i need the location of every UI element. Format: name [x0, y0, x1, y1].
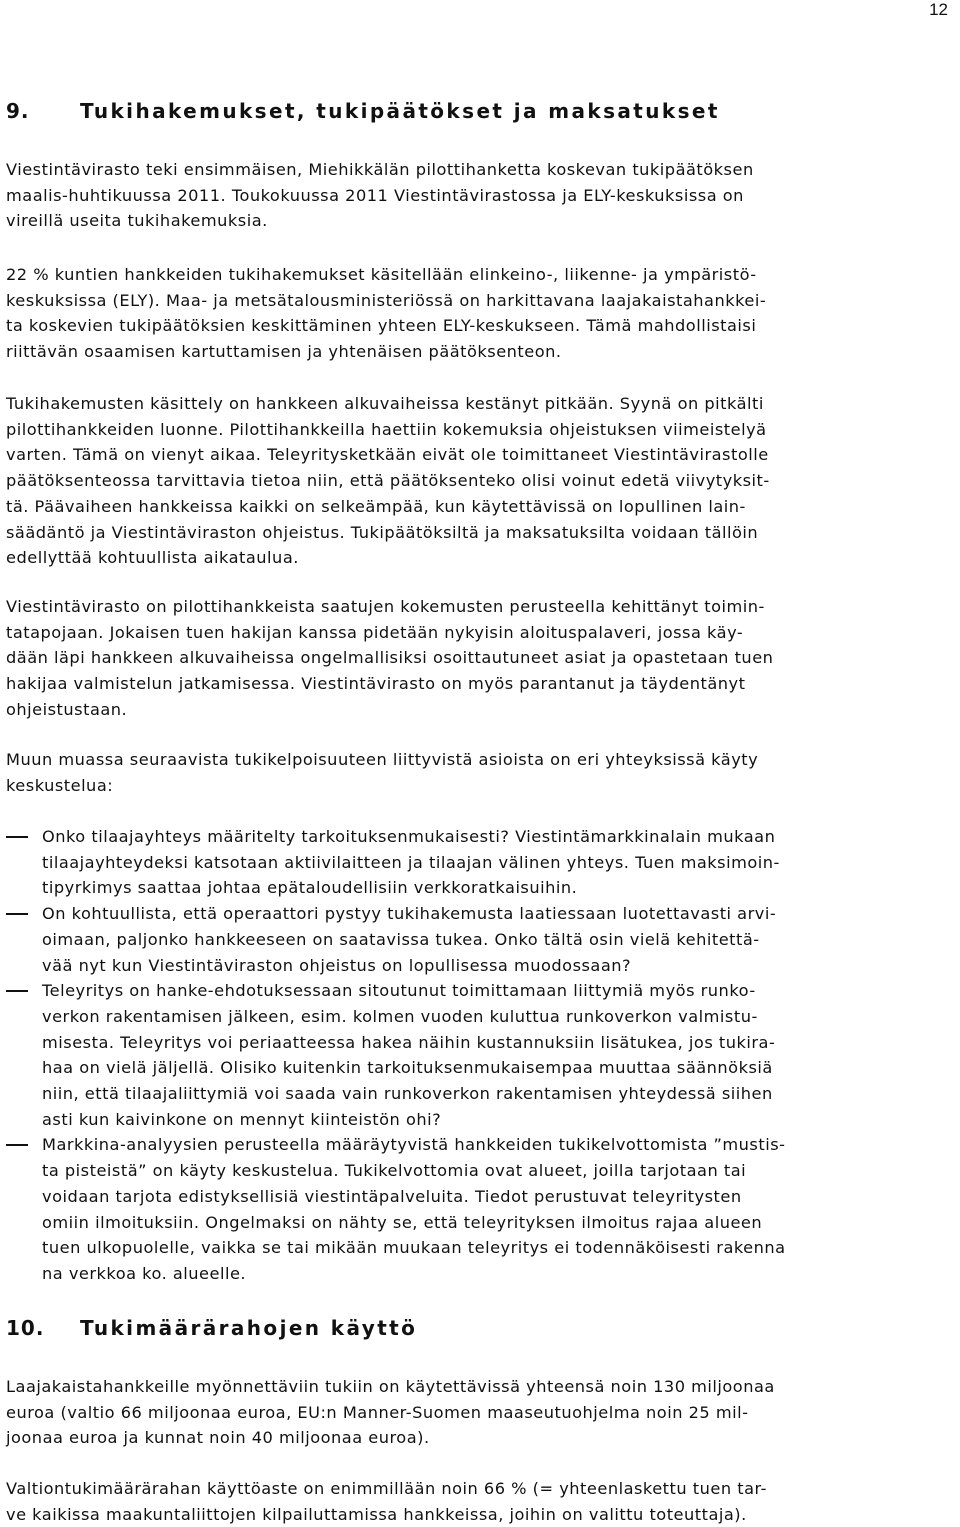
text-line: säädäntö ja Viestintäviraston ohjeistus. Tukipäätöksiltä ja maksatuksilta voidaan tällöin — [6, 522, 759, 542]
text-line: na verkkoa ko. alueelle. — [42, 1263, 247, 1283]
paragraph-4 — [6, 594, 773, 723]
text-line: ve kaikissa maakuntaliittojen kilpailuttamissa hankkeissa, joihin on valittu toteuttaja). — [6, 1504, 747, 1524]
section-9-heading — [6, 99, 720, 123]
text-line: Muun muassa seuraavista tukikelpoisuuteen liittyvistä asioista on eri yhteyksissä käyty — [6, 750, 759, 769]
text-line: päätöksenteossa tarvittavia tietoa niin, että päätöksenteko olisi voinut edetä viivytyksit- — [6, 471, 770, 491]
list-item-text — [42, 824, 952, 901]
text-line: niin, että tilaajaliittymiä voi saada vain runkoverkon rakentamisen yhteydessä siihen — [42, 1084, 773, 1104]
section-10-heading — [6, 1316, 417, 1340]
list-item — [6, 1132, 952, 1286]
list-item-text — [42, 1132, 952, 1286]
text-line: haa on vielä jäljellä. Olisiko kuitenkin tarkoituksenmukaisempaa muuttaa säännöksiä — [42, 1058, 773, 1078]
list-item — [6, 824, 952, 901]
text-line: vireillä useita tukihakemuksia. — [6, 211, 268, 231]
text-line: euroa (valtio 66 miljoonaa euroa, EU:n Manner-Suomen maaseutuohjelma noin 25 mil- — [6, 1402, 749, 1422]
text-line: ohjeistustaan. — [6, 699, 128, 719]
dash-bullet-icon — [6, 1144, 28, 1146]
text-line: tipyrkimys saattaa johtaa epätaloudellisiin verkkoratkaisuihin. — [42, 878, 578, 898]
dash-bullet-icon — [6, 990, 28, 992]
text-line: keskuksissa (ELY). Maa- ja metsätalousministeriössä on harkittavana laajakaistahankkei- — [6, 290, 767, 310]
text-line: misesta. Teleyritys voi periaatteessa hakea näihin kustannuksiin lisätukea, jos tukira- — [42, 1032, 776, 1052]
paragraph-5 — [6, 747, 758, 798]
discussion-list — [6, 824, 952, 1287]
text-line: omiin ilmoituksiin. Ongelmaksi on nähty se, että teleyrityksen ilmoitus rajaa alueen — [42, 1212, 763, 1232]
text-line: voidaan tarjota edistyksellisiä viestintäpalveluita. Tiedot perustuvat teleyritysten — [42, 1186, 742, 1206]
text-line: Tukihakemusten käsittely on hankkeen alkuvaiheissa kestänyt pitkään. Syynä on pitkälti — [6, 394, 764, 413]
text-line: pilottihankkeiden luonne. Pilottihankkeilla haettiin kokemuksia ohjeistuksen viimeistelyä — [6, 419, 767, 439]
paragraph-3 — [6, 391, 770, 571]
text-line: Viestintävirasto teki ensimmäisen, Miehikkälän pilottihanketta koskevan tukipäätöksen — [6, 160, 754, 179]
dash-bullet-icon — [6, 836, 28, 838]
text-line: riittävän osaamisen kartuttamisen ja yhtenäisen päätöksenteon. — [6, 342, 562, 362]
section-9-number: 9. — [6, 99, 30, 123]
text-line: Teleyritys on hanke-ehdotuksessaan sitoutunut toimittamaan liittymiä myös runko- — [42, 981, 756, 1001]
section-9-title: Tukihakemukset, tukipäätökset ja maksatukset — [80, 99, 720, 123]
text-line: tuen ulkopuolelle, vaikka se tai mikään muukaan teleyritys ei todennäköisesti rakenna — [42, 1238, 786, 1258]
text-line: tilaajayhteydeksi katsotaan aktiivilaitteen ja tilaajan välinen yhteys. Tuen maksimoin- — [42, 852, 780, 872]
text-line: keskustelua: — [6, 775, 114, 795]
text-line: hakijaa valmistelun jatkamisessa. Viestintävirasto on myös parantanut ja täydentänyt — [6, 674, 746, 694]
text-line: tatapojaan. Jokaisen tuen hakijan kanssa pidetään nykyisin aloituspalaveri, jossa käy- — [6, 622, 744, 642]
text-line: verkon rakentamisen jälkeen, esim. kolmen vuoden kuluttua runkoverkon valmistu- — [42, 1006, 758, 1026]
list-item — [6, 901, 952, 978]
section-10-number: 10. — [6, 1316, 45, 1340]
dash-bullet-icon — [6, 913, 28, 915]
text-line: vää nyt kun Viestintäviraston ohjeistus on lopullisessa muodossaan? — [42, 955, 632, 975]
text-line: Viestintävirasto on pilottihankkeista saatujen kokemusten perusteella kehittänyt toimin- — [6, 597, 765, 616]
text-line: Onko tilaajayhteys määritelty tarkoituksenmukaisesti? Viestintämarkkinalain mukaan — [42, 827, 776, 846]
text-line: dään läpi hankkeen alkuvaiheissa ongelmallisiksi osoittautuneet asiat ja opastetaan tuen — [6, 648, 774, 668]
list-item — [6, 978, 952, 1132]
text-line: asti kun kaivinkone on mennyt kiinteistön ohi? — [42, 1109, 442, 1129]
section-10-title: Tukimäärärahojen käyttö — [80, 1316, 418, 1340]
text-line: Valtiontukimäärärahan käyttöaste on enimmillään noin 66 % (= yhteenlaskettu tuen tar- — [6, 1479, 767, 1498]
text-line: oimaan, paljonko hankkeeseen on saatavissa tukea. Onko tältä osin vielä kehitettä- — [42, 929, 760, 949]
text-line: maalis-huhtikuussa 2011. Toukokuussa 2011 Viestintävirastossa ja ELY-keskuksissa on — [6, 185, 744, 205]
text-line: On kohtuullista, että operaattori pystyy tukihakemusta laatiessaan luotettavasti arvi- — [42, 904, 777, 924]
text-line: Markkina-analyysien perusteella määräytyvistä hankkeiden tukikelvottomista ”mustis- — [42, 1135, 786, 1155]
list-item-text — [42, 901, 952, 978]
text-line: Laajakaistahankkeille myönnettäviin tukiin on käytettävissä yhteensä noin 130 miljoonaa — [6, 1377, 775, 1396]
paragraph-2 — [6, 262, 766, 365]
text-line: ta pisteistä” on käyty keskustelua. Tukikelvottomia ovat alueet, joilla tarjotaan tai — [42, 1161, 747, 1181]
text-line: ta koskevien tukipäätöksien keskittäminen yhteen ELY-keskukseen. Tämä mahdollistaisi — [6, 316, 757, 336]
text-line: edellyttää kohtuullista aikataulua. — [6, 548, 299, 568]
text-line: 22 % kuntien hankkeiden tukihakemukset käsitellään elinkeino-, liikenne- ja ympäristö- — [6, 265, 757, 284]
text-line: varten. Tämä on vienyt aikaa. Teleyritysketkään eivät ole toimittaneet Viestintävirastolle — [6, 445, 769, 465]
paragraph-6 — [6, 1374, 775, 1451]
page-number: 12 — [929, 0, 948, 19]
paragraph-1 — [6, 157, 754, 234]
list-item-text — [42, 978, 952, 1132]
text-line: joonaa euroa ja kunnat noin 40 miljoonaa euroa). — [6, 1428, 430, 1448]
paragraph-7 — [6, 1476, 767, 1527]
text-line: tä. Päävaiheen hankkeissa kaikki on selkeämpää, kun käytettävissä on lopullinen lain- — [6, 496, 746, 516]
